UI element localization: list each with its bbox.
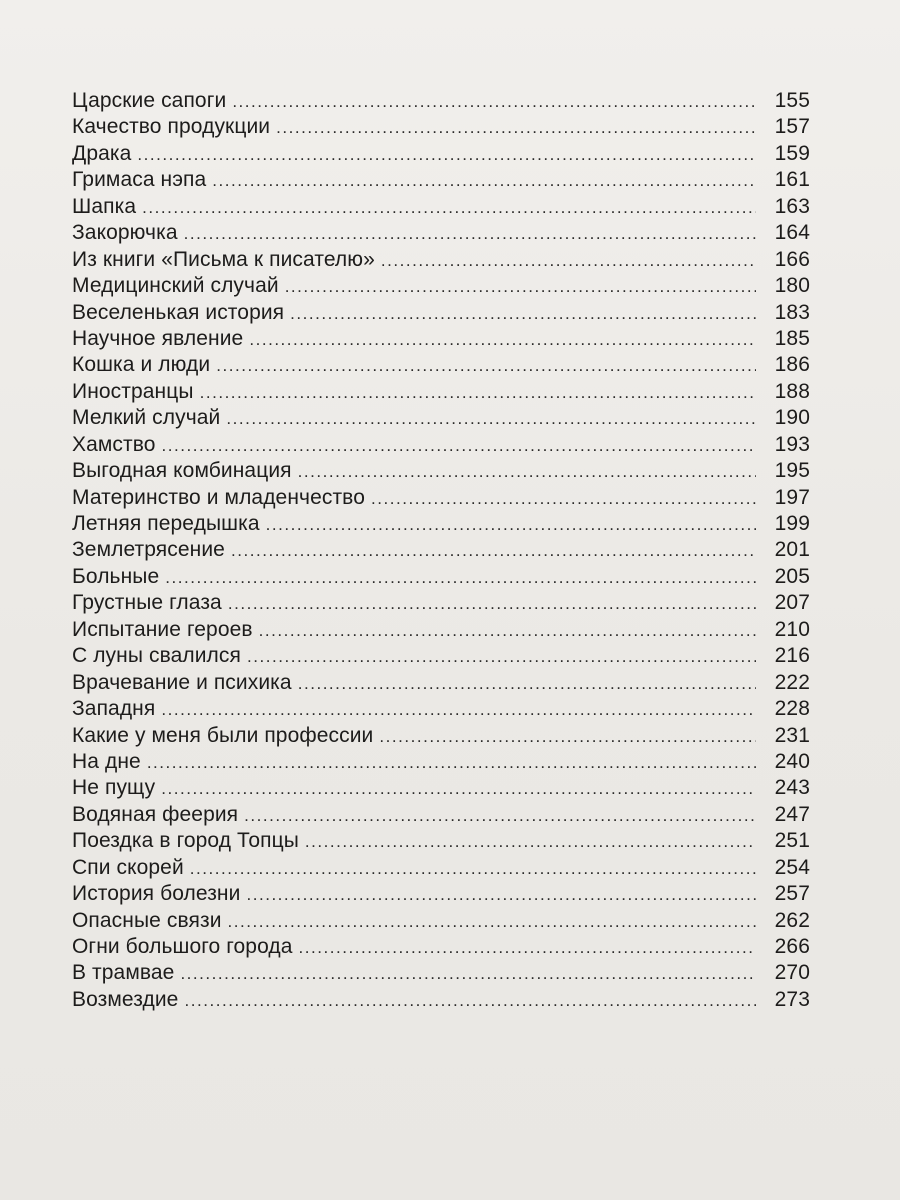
toc-entry-page-number: 157	[774, 115, 810, 139]
toc-entry-title: Материнство и младенчество	[72, 485, 365, 509]
toc-entry-page-number: 207	[774, 591, 810, 615]
toc-leader-dots	[379, 727, 756, 747]
toc-entry	[72, 644, 810, 670]
toc-entry-title: Возмездие	[72, 987, 179, 1011]
toc-entry	[72, 776, 810, 802]
toc-entry-page-number: 273	[774, 987, 810, 1011]
toc-entry-title: Выгодная комбинация	[72, 459, 292, 483]
toc-entry	[72, 274, 810, 300]
toc-entry-page-number: 186	[774, 353, 810, 377]
toc-entry-page-number: 164	[774, 221, 810, 245]
toc-entry-page-number: 216	[774, 644, 810, 668]
toc-entry-title: Опасные связи	[72, 908, 222, 932]
toc-entry-title: Западня	[72, 697, 156, 721]
toc-entry-title: Научное явление	[72, 326, 244, 350]
toc-leader-dots	[161, 779, 756, 799]
toc-entry-title: На дне	[72, 749, 141, 773]
toc-entry-page-number: 185	[774, 326, 810, 350]
toc-entry-page-number: 228	[774, 697, 810, 721]
toc-leader-dots	[147, 753, 756, 773]
toc-leader-dots	[228, 912, 756, 932]
toc-entry-title: Медицинский случай	[72, 274, 279, 298]
toc-entry	[72, 829, 810, 855]
toc-entry	[72, 618, 810, 644]
toc-entry	[72, 459, 810, 485]
toc-entry-title: Врачевание и психика	[72, 670, 292, 694]
toc-entry-title: Иностранцы	[72, 379, 194, 403]
toc-entry	[72, 248, 810, 274]
toc-entry-page-number: 266	[774, 935, 810, 958]
toc-entry	[72, 697, 810, 723]
toc-entry-page-number: 251	[774, 829, 810, 853]
toc-entry-page-number: 222	[774, 670, 810, 694]
toc-entry-page-number: 163	[774, 194, 810, 218]
toc-entry-title: Кошка и люди	[72, 353, 211, 377]
toc-entry-title: Огни большого города	[72, 935, 293, 958]
toc-leader-dots	[298, 462, 756, 482]
toc-entry	[72, 961, 810, 987]
toc-leader-dots	[161, 700, 756, 720]
toc-entry-page-number: 270	[774, 961, 810, 985]
toc-entry-page-number: 193	[774, 432, 810, 456]
toc-entry-page-number: 257	[774, 882, 810, 906]
toc-entry	[72, 301, 810, 327]
toc-entry	[72, 538, 810, 564]
toc-leader-dots	[226, 409, 756, 429]
toc-entry	[72, 565, 810, 591]
toc-leader-dots	[266, 515, 756, 535]
toc-entry-title: Землетрясение	[72, 538, 225, 562]
toc-leader-dots	[200, 383, 756, 403]
toc-entry-page-number: 205	[774, 564, 810, 588]
toc-entry-title: В трамвае	[72, 961, 175, 985]
toc-entry-title: Качество продукции	[72, 115, 271, 139]
toc-entry-title: Больные	[72, 564, 160, 588]
toc-entry-page-number: 183	[774, 300, 810, 324]
toc-leader-dots	[180, 964, 756, 984]
toc-entry	[72, 115, 810, 141]
toc-leader-dots	[184, 991, 756, 1011]
toc-entry-title: Драка	[72, 141, 132, 165]
toc-entry	[72, 353, 810, 379]
toc-entry	[72, 856, 810, 882]
toc-entry	[72, 671, 810, 697]
toc-entry-title: Не пущу	[72, 776, 156, 800]
toc-entry-title: Летняя передышка	[72, 512, 260, 535]
toc-entry-page-number: 155	[774, 89, 810, 112]
toc-entry	[72, 591, 810, 617]
toc-entry-page-number: 254	[774, 855, 810, 879]
toc-leader-dots	[142, 198, 756, 218]
toc-entry-title: Закорючка	[72, 221, 178, 245]
toc-entry	[72, 512, 810, 538]
toc-entry-page-number: 180	[774, 274, 810, 298]
toc-entry-page-number: 231	[774, 723, 810, 747]
toc-leader-dots	[212, 171, 756, 191]
toc-entry	[72, 724, 810, 750]
toc-entry-page-number: 210	[774, 617, 810, 641]
toc-entry	[72, 909, 810, 935]
toc-leader-dots	[299, 938, 756, 958]
toc-leader-dots	[165, 568, 756, 588]
toc-entry-title: Испытание героев	[72, 617, 253, 641]
toc-leader-dots	[371, 489, 756, 509]
toc-entry-title: Какие у меня были профессии	[72, 723, 374, 747]
toc-entry-title: Гримаса нэпа	[72, 168, 207, 192]
toc-entry-title: Водяная феерия	[72, 802, 239, 826]
toc-leader-dots	[184, 224, 756, 244]
toc-entry	[72, 882, 810, 908]
toc-entry-page-number: 201	[774, 538, 810, 562]
toc-entry	[72, 803, 810, 829]
toc-leader-dots	[247, 647, 756, 667]
toc-leader-dots	[244, 806, 756, 826]
toc-entry-title: Шапка	[72, 194, 137, 218]
toc-entry	[72, 142, 810, 168]
toc-entry-page-number: 240	[774, 749, 810, 773]
toc-entry-page-number: 159	[774, 141, 810, 165]
toc-entry	[72, 988, 810, 1014]
toc-leader-dots	[276, 118, 756, 138]
toc-entry	[72, 195, 810, 221]
toc-leader-dots	[162, 436, 756, 456]
toc-entry-page-number: 247	[774, 802, 810, 826]
toc-leader-dots	[190, 859, 756, 879]
toc-leader-dots	[285, 277, 756, 297]
toc-entry-page-number: 197	[774, 485, 810, 509]
toc-leader-dots	[290, 304, 756, 324]
toc-entry-title: Царские сапоги	[72, 89, 227, 112]
toc-entry	[72, 750, 810, 776]
toc-entry-title: Грустные глаза	[72, 591, 222, 615]
toc-leader-dots	[231, 541, 756, 561]
toc-entry-page-number: 161	[774, 168, 810, 192]
toc-entry	[72, 380, 810, 406]
toc-entry	[72, 327, 810, 353]
toc-entry-page-number: 243	[774, 776, 810, 800]
toc-entry	[72, 486, 810, 512]
toc-entry	[72, 221, 810, 247]
toc-leader-dots	[246, 885, 756, 905]
toc-entry	[72, 89, 810, 115]
toc-entry-title: История болезни	[72, 882, 241, 906]
toc-entry-title: Спи скорей	[72, 855, 184, 879]
toc-entry-page-number: 166	[774, 247, 810, 271]
toc-entry-page-number: 262	[774, 908, 810, 932]
toc-leader-dots	[249, 330, 756, 350]
toc-entry	[72, 168, 810, 194]
toc-leader-dots	[259, 621, 756, 641]
toc-entry-title: Мелкий случай	[72, 406, 221, 430]
toc-leader-dots	[232, 92, 756, 112]
toc-entry-title: С луны свалился	[72, 644, 241, 668]
toc-entry	[72, 406, 810, 432]
toc-entry	[72, 433, 810, 459]
toc-leader-dots	[298, 674, 756, 694]
toc-entry-title: Веселенькая история	[72, 300, 285, 324]
toc-entry-page-number: 199	[774, 512, 810, 535]
toc-leader-dots	[381, 251, 756, 271]
toc-entry-title: Хамство	[72, 432, 156, 456]
toc-entry-page-number: 195	[774, 459, 810, 483]
toc-leader-dots	[137, 145, 756, 165]
toc-leader-dots	[228, 594, 756, 614]
toc-entry	[72, 935, 810, 961]
toc-entry-page-number: 188	[774, 379, 810, 403]
toc-leader-dots	[305, 832, 756, 852]
toc-entry-page-number: 190	[774, 406, 810, 430]
toc-leader-dots	[216, 356, 756, 376]
table-of-contents	[72, 89, 810, 1014]
toc-entry-title: Из книги «Письма к писателю»	[72, 247, 375, 271]
toc-entry-title: Поездка в город Топцы	[72, 829, 299, 853]
